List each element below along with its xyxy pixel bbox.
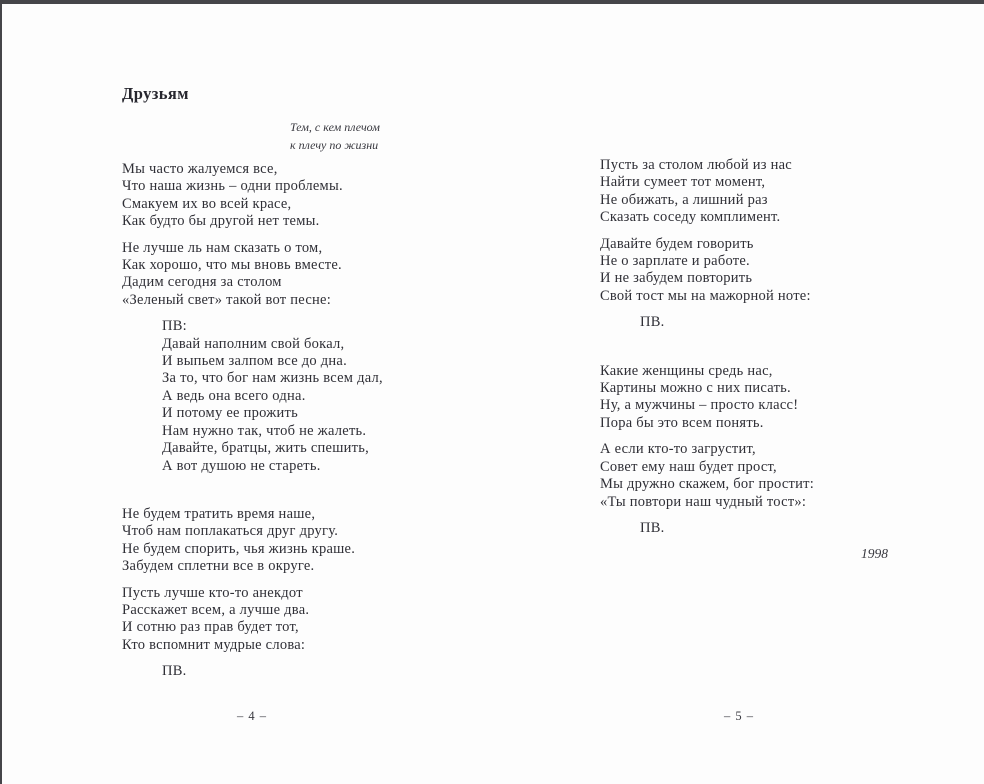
left-page xyxy=(122,84,502,690)
poem-line: Не о зарплате и работе. xyxy=(600,253,750,270)
refrain-label: ПВ. xyxy=(640,519,665,536)
stanza xyxy=(600,363,950,433)
stanza xyxy=(600,441,950,511)
poem-line: Чтоб нам поплакаться друг другу. xyxy=(122,523,339,540)
poem-line: Какие женщины средь нас, xyxy=(600,362,773,379)
poem-line: Дадим сегодня за столом xyxy=(122,274,282,291)
refrain xyxy=(162,318,502,475)
refrain-mark xyxy=(640,520,950,537)
poem-line: «Зеленый свет» такой вот песне: xyxy=(122,291,331,308)
refrain-label: ПВ. xyxy=(162,663,187,680)
poem-line: Расскажет всем, а лучше два. xyxy=(122,601,310,618)
poem-line: Совет ему наш будет прост, xyxy=(600,458,777,475)
refrain-label: ПВ. xyxy=(640,314,665,331)
stanza xyxy=(122,506,502,576)
poem-line: А ведь она всего одна. xyxy=(162,387,306,404)
poem-line: Давайте, братцы, жить спешить, xyxy=(162,440,369,457)
poem-line: Найти сумеет тот момент, xyxy=(600,174,766,191)
right-page xyxy=(600,157,950,562)
poem-line: Свой тост мы на мажорной ноте: xyxy=(600,287,811,304)
poem-line: И потому ее прожить xyxy=(162,405,298,422)
poem-line: За то, что бог нам жизнь всем дал, xyxy=(162,370,383,387)
page-number-right: – 5 – xyxy=(724,709,754,723)
poem-title: Друзьям xyxy=(122,84,189,103)
stanza xyxy=(122,240,502,310)
refrain-mark xyxy=(640,314,950,331)
poem-line: Нам нужно так, чтоб не жалеть. xyxy=(162,422,367,439)
poem-line: Не лучше ль нам сказать о том, xyxy=(122,239,323,256)
poem-line: «Ты повтори наш чудный тост»: xyxy=(600,493,807,510)
poem-line: А вот душою не стареть. xyxy=(162,457,321,474)
poem-line: Сказать соседу комплимент. xyxy=(600,209,781,226)
poem-line: Как хорошо, что мы вновь вместе. xyxy=(122,257,342,274)
poem-line: Пусть лучше кто-то анекдот xyxy=(122,584,303,601)
poem-line: Пора бы это всем понять. xyxy=(600,414,764,431)
poem-line: Кто вспомнит мудрые слова: xyxy=(122,636,306,653)
stanza xyxy=(122,585,502,655)
poem-line: Пусть за столом любой из нас xyxy=(600,157,792,173)
stanza xyxy=(122,161,502,231)
poem-line: Не будем спорить, чья жизнь краше. xyxy=(122,540,356,557)
poem-line: Что наша жизнь – одни проблемы. xyxy=(122,178,343,195)
poem-line: А если кто-то загрустит, xyxy=(600,441,756,458)
poem-line: Не обижать, а лишний раз xyxy=(600,191,768,208)
poem-line: Не будем тратить время наше, xyxy=(122,505,316,522)
poem-line: Смакуем их во всей красе, xyxy=(122,195,292,212)
epigraph-line: к плечу по жизни xyxy=(290,138,379,152)
poem-line: Забудем сплетни все в округе. xyxy=(122,558,315,575)
epigraph xyxy=(290,118,502,154)
poem-line: Мы часто жалуемся все, xyxy=(122,161,278,177)
refrain-mark xyxy=(162,663,502,680)
refrain-label: ПВ: xyxy=(162,318,187,335)
poem-line: Картины можно с них писать. xyxy=(600,380,791,397)
stanza xyxy=(600,157,950,227)
poem-line: Ну, а мужчины – просто класс! xyxy=(600,397,799,414)
poem-line: И не забудем повторить xyxy=(600,270,753,287)
epigraph-line: Тем, с кем плечом xyxy=(290,120,380,134)
page-number-left: – 4 – xyxy=(237,709,267,723)
poem-line: И сотню раз прав будет тот, xyxy=(122,619,299,636)
poem-line: Давай наполним свой бокал, xyxy=(162,335,345,352)
poem-line: Как будто бы другой нет темы. xyxy=(122,213,320,230)
stanza xyxy=(600,236,950,306)
poem-line: Давайте будем говорить xyxy=(600,235,754,252)
poem-year: 1998 xyxy=(861,546,888,562)
poem-line: И выпьем залпом все до дна. xyxy=(162,353,347,370)
poem-line: Мы дружно скажем, бог простит: xyxy=(600,476,815,493)
